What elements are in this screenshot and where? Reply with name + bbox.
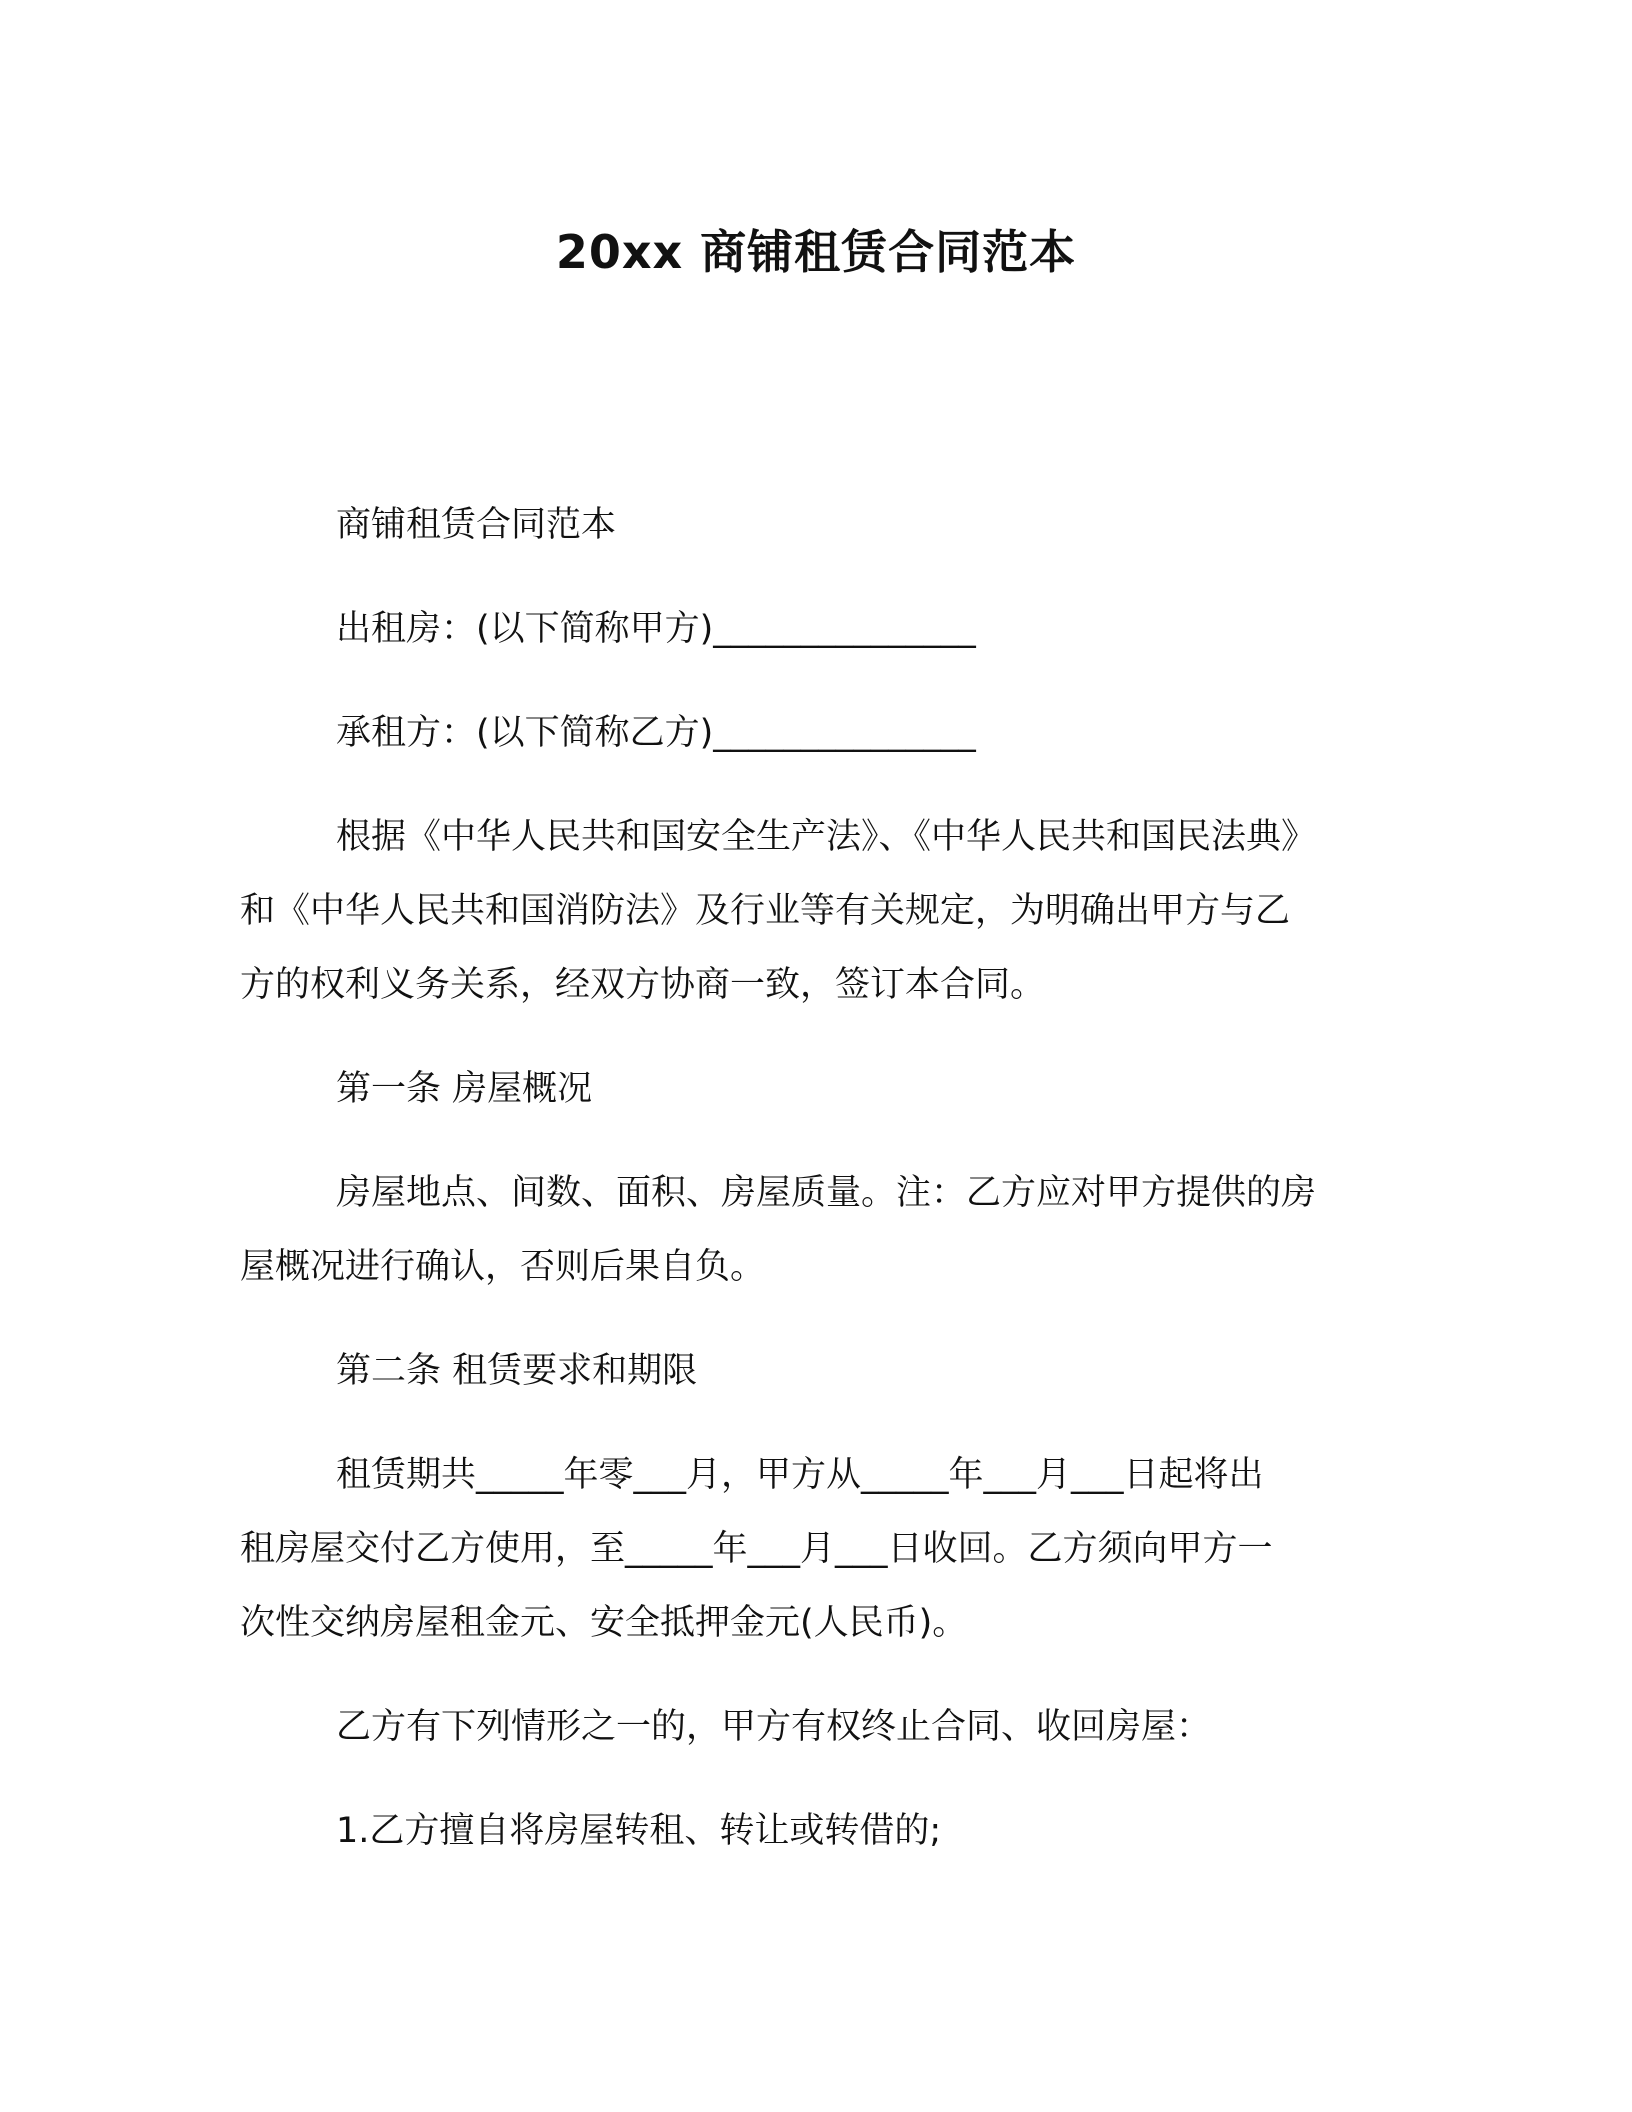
paragraph-basis	[240, 800, 1410, 1022]
paragraph-subtitle	[240, 488, 1410, 562]
paragraph-lessor	[240, 592, 1410, 666]
paragraph-termination	[240, 1690, 1410, 1764]
document-body	[240, 488, 1410, 1868]
paragraph-property	[240, 1156, 1410, 1304]
paragraph-line: 次性交纳房屋租金元、安全抵押金元(人民币)。	[240, 1603, 968, 1643]
paragraph-line: 屋概况进行确认，否则后果自负。	[240, 1247, 766, 1287]
paragraph-line: 出租房：(以下简称甲方)_______________	[336, 609, 976, 649]
paragraph-line: 租赁期共_____年零___月，甲方从_____年___月___日起将出	[336, 1455, 1264, 1495]
paragraph-line: 租房屋交付乙方使用，至_____年___月___日收回。乙方须向甲方一	[240, 1529, 1273, 1569]
paragraph-line: 承租方：(以下简称乙方)_______________	[336, 713, 976, 753]
paragraph-lessee	[240, 696, 1410, 770]
list-item	[240, 1794, 1410, 1868]
document-title: 20xx 商铺租赁合同范本	[555, 225, 1077, 279]
paragraph-line: 1.乙方擅自将房屋转租、转让或转借的;	[336, 1811, 942, 1851]
article-1-heading	[240, 1052, 1410, 1126]
paragraph-line: 乙方有下列情形之一的，甲方有权终止合同、收回房屋：	[336, 1707, 1212, 1747]
paragraph-line: 房屋地点、间数、面积、房屋质量。注：乙方应对甲方提供的房	[336, 1173, 1317, 1213]
paragraph-line: 商铺租赁合同范本	[336, 505, 617, 545]
article-2-heading	[240, 1334, 1410, 1408]
paragraph-term	[240, 1438, 1410, 1660]
paragraph-line: 方的权利义务关系，经双方协商一致，签订本合同。	[240, 965, 1046, 1005]
paragraph-line: 第一条 房屋概况	[336, 1069, 593, 1109]
paragraph-line: 和《中华人民共和国消防法》及行业等有关规定，为明确出甲方与乙	[240, 891, 1291, 931]
paragraph-line: 根据《中华人民共和国安全生产法》、《中华人民共和国民法典》	[336, 817, 1317, 857]
paragraph-line: 第二条 租赁要求和期限	[336, 1351, 698, 1391]
